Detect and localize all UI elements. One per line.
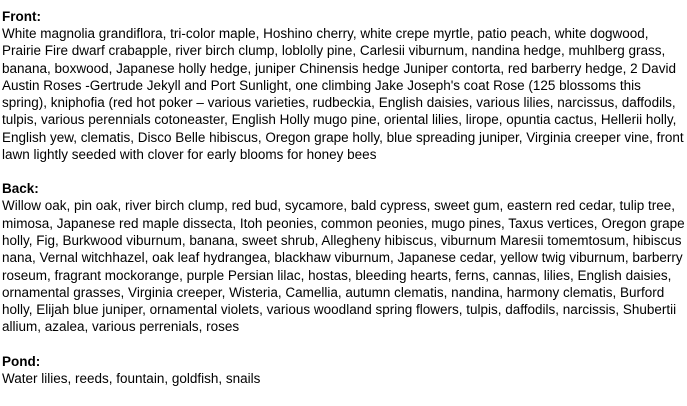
spacer-back-pond: [2, 336, 685, 353]
section-body-back: Willow oak, pin oak, river birch clump, red bud, sycamore, bald cypress, sweet gum, eastern red cedar, tulip tree, mimosa, Japanese red maple dissecta, Itoh peonies, common peonies, mugo pines, Taxus vertices, Oregon grape holly, Fig, Burkwood viburnum, banana, sweet shrub, Allegheny hibiscus, viburnum Maresii tomemtosum, hibiscus nana, Vernal witchhazel, oak leaf hydrangea, blackhaw viburnum, Japanese cedar, yellow twig viburnum, barberry roseum, fragrant mockorange, purple Persian lilac, hostas, bleeding hearts, ferns, cannas, lilies, English daisies, ornamental grasses, Virginia creeper, Wisteria, Camellia, autumn clematis, nandina, harmony clematis, Burford holly, Elijah blue juniper, ornamental violets, various woodland spring flowers, tulpis, daffodils, narcissis, Shubertii allium, azalea, various perrenials, roses: [2, 198, 685, 335]
section-heading-back: Back:: [2, 181, 39, 197]
section-heading-pond: Pond:: [2, 353, 41, 369]
spacer-front-back: [2, 163, 685, 180]
section-back: [2, 180, 685, 335]
section-heading-front: Front:: [2, 9, 41, 24]
section-pond: [2, 353, 685, 387]
section-front: [2, 8, 685, 163]
section-body-front: White magnolia grandiflora, tri-color maple, Hoshino cherry, white crepe myrtle, patio peach, white dogwood, Prairie Fire dwarf crabapple, river birch clump, loblolly pine, Carlesii viburnum, nandina hedge, muhlberg grass, banana, boxwood, Japanese holly hedge, juniper Chinensis hedge Juniper contorta, red barberry hedge, 2 David Austin Roses -Gertrude Jekyll and Port Sunlight, one climbing Jake Joseph's coat Rose (125 blossoms this spring), kniphofia (red hot poker – various varieties, rudbeckia, English daisies, various lilies, narcissus, daffodils, tulpis, various perennials cotoneaster, English Holly mugo pine, oriental lilies, lirope, opuntia cactus, Hellerii holly, English yew, clematis, Disco Belle hibiscus, Oregon grape holly, blue spreading juniper, Virginia creeper vine, front lawn lightly seeded with clover for early blooms for honey bees: [2, 26, 684, 163]
section-body-pond: Water lilies, reeds, fountain, goldfish, snails: [2, 370, 261, 386]
